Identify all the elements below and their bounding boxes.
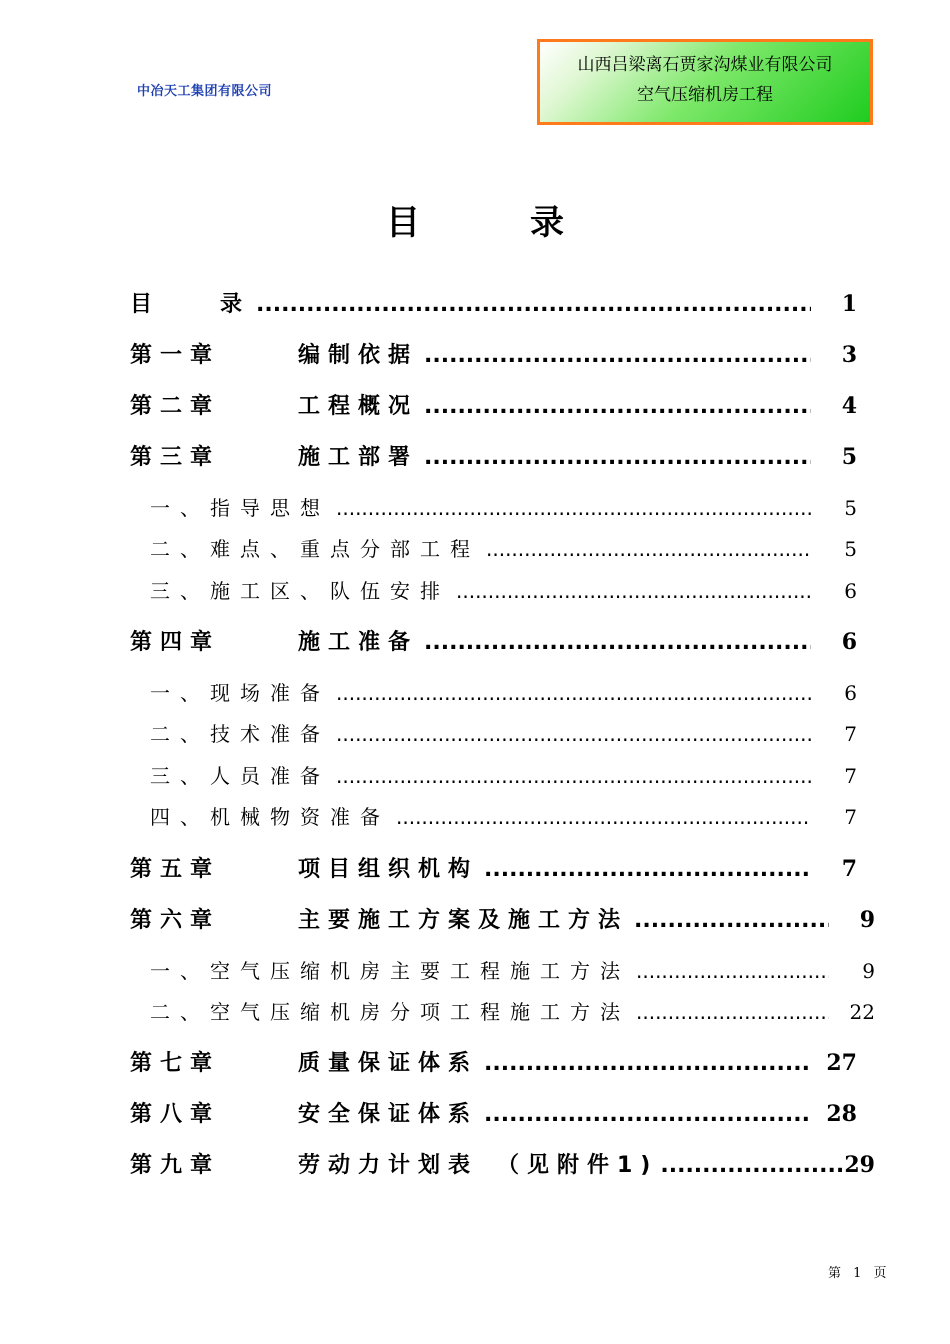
toc-entry[interactable]: 第三章 施工部署 ..... 5 xyxy=(130,440,857,471)
toc-subentry[interactable]: 二、难点、重点分部工程 ..... 5 xyxy=(150,533,857,562)
toc-entry[interactable]: 第六章 主要施工方案及施工方法 ..... 9 xyxy=(130,903,875,934)
project-name: 空气压缩机房工程 xyxy=(637,85,773,105)
company-name: 中冶天工集团有限公司 xyxy=(137,84,273,99)
toc-entry[interactable]: 第五章 项目组织机构 ..... 7 xyxy=(130,852,857,883)
toc-entry[interactable]: 第一章 编制依据 ..... 3 xyxy=(130,338,857,369)
toc-entry[interactable]: 第八章 安全保证体系 ..... 28 xyxy=(130,1097,857,1128)
toc-subentry[interactable]: 一、指导思想 ..... 5 xyxy=(150,492,857,521)
toc-entry[interactable]: 第九章 劳动力计划表 （见附件1) ..... 29 xyxy=(130,1148,875,1179)
toc-subentry[interactable]: 三、施工区、队伍安排 ..... 6 xyxy=(150,575,857,604)
toc-subentry[interactable]: 二、空气压缩机房分项工程施工方法 ..... 22 xyxy=(150,996,875,1025)
toc-subentry[interactable]: 一、现场准备 ..... 6 xyxy=(150,677,857,706)
project-owner: 山西吕梁离石贾家沟煤业有限公司 xyxy=(577,55,833,75)
toc-subentry[interactable]: 四、机械物资准备 ..... 7 xyxy=(150,801,857,830)
toc-subentry[interactable]: 一、空气压缩机房主要工程施工方法 ..... 9 xyxy=(150,955,875,984)
project-header-box xyxy=(537,39,873,125)
toc-entry[interactable]: 目 录 ..... 1 xyxy=(130,287,857,318)
page-title: 目 录 xyxy=(386,203,564,243)
toc-entry[interactable]: 第二章 工程概况 ..... 4 xyxy=(130,389,857,420)
toc-subentry[interactable]: 三、人员准备 ..... 7 xyxy=(150,760,857,789)
toc-entry[interactable]: 第四章 施工准备 ..... 6 xyxy=(130,625,857,656)
toc-entry[interactable]: 第七章 质量保证体系 ..... 27 xyxy=(130,1046,857,1077)
page-number: 第 1 页 xyxy=(828,1266,891,1281)
toc-subentry[interactable]: 二、技术准备 ..... 7 xyxy=(150,718,857,747)
